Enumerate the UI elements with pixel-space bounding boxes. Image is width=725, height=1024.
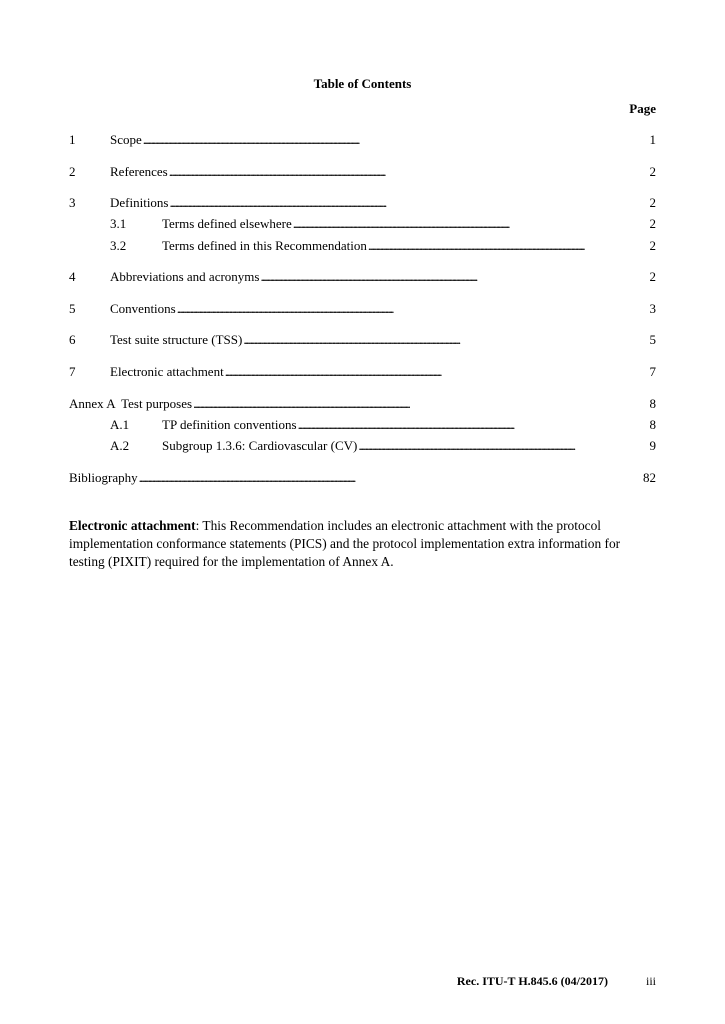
toc-entry-references[interactable]: [69, 163, 656, 181]
toc-entry-text: Scope: [110, 132, 142, 147]
recommendation-reference: Rec. ITU-T H.845.6 (04/2017): [456, 974, 608, 988]
toc-entry-text: Electronic attachment: [110, 364, 224, 379]
toc-entry-page: 9: [649, 438, 656, 453]
toc-entry-page: 2: [649, 164, 656, 179]
toc-entry-page: 3: [649, 301, 656, 316]
toc-entry-text: Abbreviations and acronyms: [110, 269, 260, 284]
toc-entry-page: 2: [649, 216, 656, 231]
toc-entry-tp-definition-conventions[interactable]: [69, 416, 656, 434]
toc-entry-text: Conventions: [110, 301, 176, 316]
toc-entry-bibliography[interactable]: [69, 469, 656, 487]
toc-entry-page: 8: [649, 396, 656, 411]
page-column-label: Page: [629, 101, 656, 116]
dot-leader: [139, 469, 642, 487]
toc-entry-number: 7: [69, 364, 76, 379]
toc-entry-number: 6: [69, 332, 76, 347]
toc-entry-text: Terms defined elsewhere: [162, 216, 292, 231]
toc-entry-text: Terms defined in this Recommendation: [162, 238, 367, 253]
toc-entry-electronic-attachment[interactable]: [69, 363, 656, 381]
toc-entry-abbreviations[interactable]: [69, 268, 656, 286]
toc-entry-page: 2: [649, 195, 656, 210]
dot-leader: [177, 300, 649, 318]
dot-leader: [169, 163, 649, 181]
toc-entry-page: 2: [649, 269, 656, 284]
toc-entry-number: A.1: [110, 417, 130, 432]
toc-entry-page: 82: [643, 470, 656, 485]
dot-leader: [260, 268, 648, 286]
toc-entry-text: Definitions: [110, 195, 169, 210]
toc-entry-number: 4: [69, 269, 76, 284]
toc-entry-text: Bibliography: [69, 470, 138, 485]
toc-entry-scope[interactable]: [69, 131, 656, 149]
toc-entry-terms-defined-elsewhere[interactable]: [69, 215, 656, 233]
note-text: : This Recommendation includes an electronic attachment with the protocol implementation conformance statements (PICS) and the protocol implementation extra information for testing (PIXIT) required for the implementation of Annex A.: [69, 518, 621, 569]
toc-entry-test-suite-structure[interactable]: [69, 331, 656, 349]
dot-leader: [368, 237, 649, 255]
toc-entry-number: 1: [69, 132, 76, 147]
toc-entry-number: 5: [69, 301, 76, 316]
toc-entry-number: A.2: [110, 438, 130, 453]
toc-entry-text: Annex A Test purposes: [69, 396, 193, 411]
toc-entry-page: 5: [649, 332, 656, 347]
electronic-attachment-note: [69, 517, 657, 571]
dot-leader: [225, 363, 649, 381]
dot-leader: [293, 215, 649, 233]
toc-entry-number: 2: [69, 164, 76, 179]
toc-entry-text: References: [110, 164, 168, 179]
toc-entry-number: 3.2: [110, 238, 127, 253]
page-number: iii: [645, 974, 656, 988]
dot-leader: [298, 416, 649, 434]
toc-entry-page: 2: [649, 238, 656, 253]
toc-entry-definitions[interactable]: [69, 194, 656, 212]
toc-entry-page: 7: [649, 364, 656, 379]
dot-leader: [193, 395, 648, 413]
page-footer: [457, 974, 656, 989]
toc-entry-number: 3: [69, 195, 76, 210]
toc-entry-conventions[interactable]: [69, 300, 656, 318]
dot-leader: [143, 131, 649, 149]
toc-entry-number: 3.1: [110, 216, 127, 231]
toc-entry-page: 8: [649, 417, 656, 432]
toc-entry-annex-a[interactable]: [69, 395, 656, 413]
dot-leader: [243, 331, 648, 349]
toc-entry-text: Test suite structure (TSS): [110, 332, 243, 347]
dot-leader: [358, 437, 648, 455]
note-label: Electronic attachment: [69, 518, 196, 533]
toc-entry-subgroup-cardiovascular[interactable]: [69, 437, 656, 455]
toc-entry-text: Subgroup 1.3.6: Cardiovascular (CV): [162, 438, 358, 453]
toc-entry-terms-defined-here[interactable]: [69, 237, 656, 255]
dot-leader: [170, 194, 649, 212]
toc-entry-text: TP definition conventions: [162, 417, 297, 432]
toc-title: Table of Contents: [313, 76, 412, 91]
toc-entry-page: 1: [649, 132, 656, 147]
